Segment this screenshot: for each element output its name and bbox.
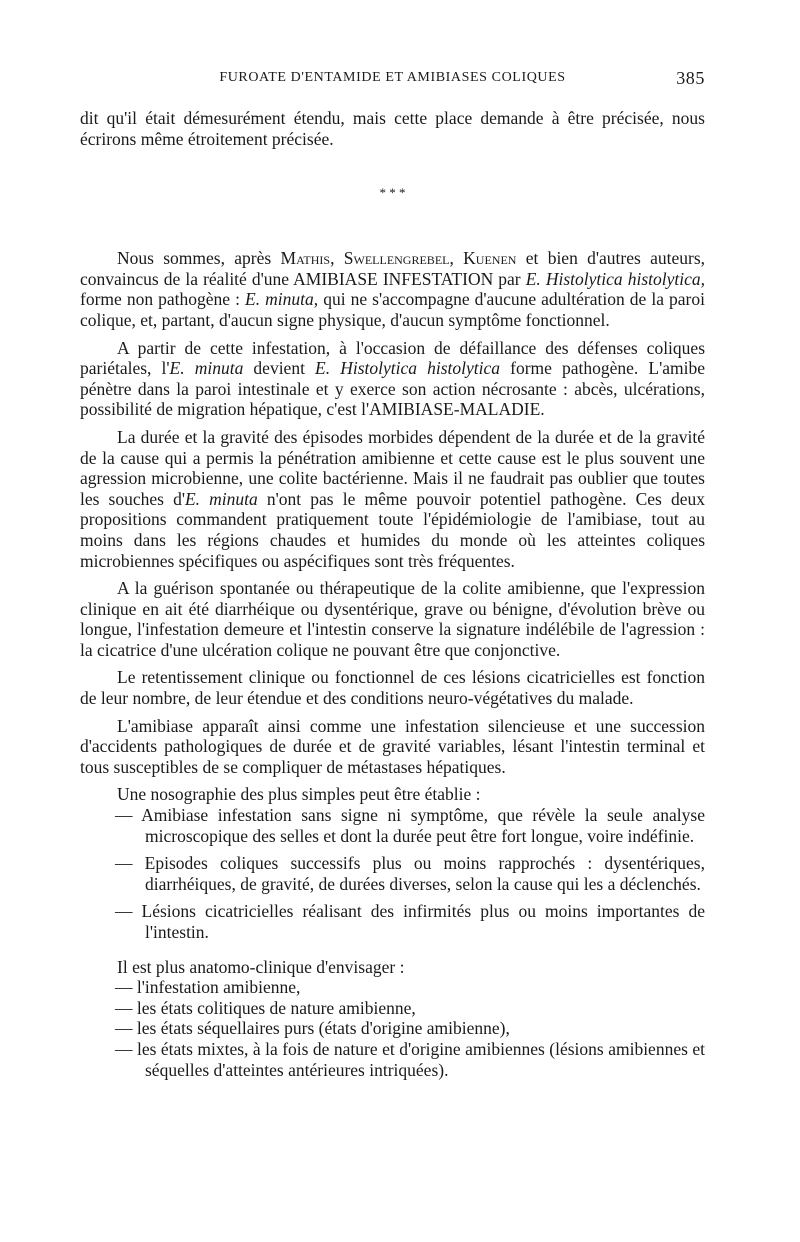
paragraph-amibiase-silencieuse: L'amibiase apparaît ainsi comme une infestation silencieuse et une succession d'accidents pathologiques de durée et de gravité variables, lésant l'intestin terminal et tous susceptibles de se compliquer de métastases hépatiques.	[80, 715, 705, 777]
list-item: — les états colitiques de nature amibienne,	[115, 997, 416, 1018]
text-run: La durée et la gravité des épisodes morbides dépendent de la durée et de la gravité de la cause qui a permis la pénétration amibienne et cette cause est le plus souvent une agression microbienne, une colite bactérienne. Mais il ne faudrait pas oublier que toutes les souches d'	[80, 426, 705, 509]
species-name: E. minuta	[184, 488, 258, 509]
species-name: E. minuta,	[245, 289, 319, 310]
list-item: — les états mixtes, à la fois de nature et d'origine amibiennes (lésions amibiennes et séquelles d'atteintes antérieures intriquées).	[115, 1038, 705, 1080]
anatomo-clinique-list	[80, 977, 705, 1080]
list-item: — Episodes coliques successifs plus ou moins rapprochés : dysentériques, diarrhéiques, de gravité, de durées diverses, selon la cause qui les a déclenchés.	[115, 853, 705, 894]
author-kuenen: Kuenen	[463, 248, 517, 269]
paragraph-amibiase-maladie	[80, 338, 705, 420]
running-title: FUROATE D'ENTAMIDE ET AMIBIASES COLIQUES	[219, 70, 566, 85]
list-item: — les états séquellaires purs (états d'origine amibienne),	[115, 1018, 510, 1039]
text-run: et bien d'autres auteurs, convaincus de la réalité d'une AMIBIASE INFESTATION par	[80, 248, 706, 289]
paragraph-guerison: A la guérison spontanée ou thérapeutique de la colite amibienne, que l'expression clinique en ait été diarrhéique ou dysentérique, grave ou bénigne, d'évolution brève ou longue, l'infestation demeure et l'intestin conserve la signature indélébile de l'agression : la cicatrice d'une ulcération colique ne pouvant être que conjonctive.	[80, 578, 705, 660]
author-mathis: Mathis	[280, 248, 331, 269]
text-run: n'ont pas le même pouvoir potentiel pathogène. Ces deux propositions commandent pratiquement toute l'épidémiologie de l'amibiase, tout au moins dans les régions chaudes et humides du monde où les atteintes coliques microbiennes spécifiques ou aspécifiques sont très fréquentes.	[80, 488, 705, 571]
author-swellengrebel: Swellengrebel	[343, 248, 450, 269]
paragraph-anatomo-clinique-intro: Il est plus anatomo-clinique d'envisager :	[117, 956, 405, 977]
text-run: A partir de cette infestation, à l'occasion de défaillance des défenses coliques pariétales, l'	[80, 337, 705, 379]
paragraph-amibiase-infestation	[80, 248, 705, 330]
section-separator: * * *	[379, 185, 406, 201]
paragraph-duree-gravite	[80, 427, 705, 571]
paragraph-continuation: dit qu'il était démesurément étendu, mais cette place demande à être précisée, nous écrirons même étroitement précisée.	[80, 108, 705, 149]
text-run: Nous sommes, après	[117, 248, 281, 269]
text-run: forme non pathogène :	[80, 289, 246, 310]
list-item: — l'infestation amibienne,	[115, 977, 301, 998]
text-run: ,	[330, 248, 344, 269]
text-run: devient	[243, 358, 316, 379]
page-number: 385	[676, 68, 705, 88]
paragraph-retentissement: Le retentissement clinique ou fonctionnel de ces lésions cicatricielles est fonction de leur nombre, de leur étendue et des conditions neuro-végétatives du malade.	[80, 667, 705, 709]
species-name: E. Histolytica histolytica	[315, 358, 501, 379]
list-item: — Amibiase infestation sans signe ni symptôme, que révèle la seule analyse microscopique des selles et dont la durée peut être fort longue, voire indéfinie.	[115, 805, 705, 846]
species-name: E. Histolytica histolytica,	[525, 268, 706, 289]
nosography-list	[80, 805, 705, 943]
text-run: ,	[449, 248, 464, 269]
species-name: E. minuta	[169, 358, 244, 379]
text-run: qui ne s'accompagne d'aucune adultération de la paroi colique, et, partant, d'aucun signe physique, d'aucun symptôme fonctionnel.	[80, 289, 705, 330]
body-text	[80, 108, 705, 1080]
paragraph-nosographie-intro: Une nosographie des plus simples peut être établie :	[117, 784, 481, 805]
text-run: forme pathogène. L'amibe pénètre dans la paroi intestinale et y exerce son action nécrosante : abcès, ulcérations, possibilité de migration hépatique, c'est l'AMIBIASE-MALADIE.	[80, 358, 705, 420]
running-header	[80, 70, 705, 92]
list-item: — Lésions cicatricielles réalisant des infirmités plus ou moins importantes de l'intestin.	[115, 901, 705, 942]
